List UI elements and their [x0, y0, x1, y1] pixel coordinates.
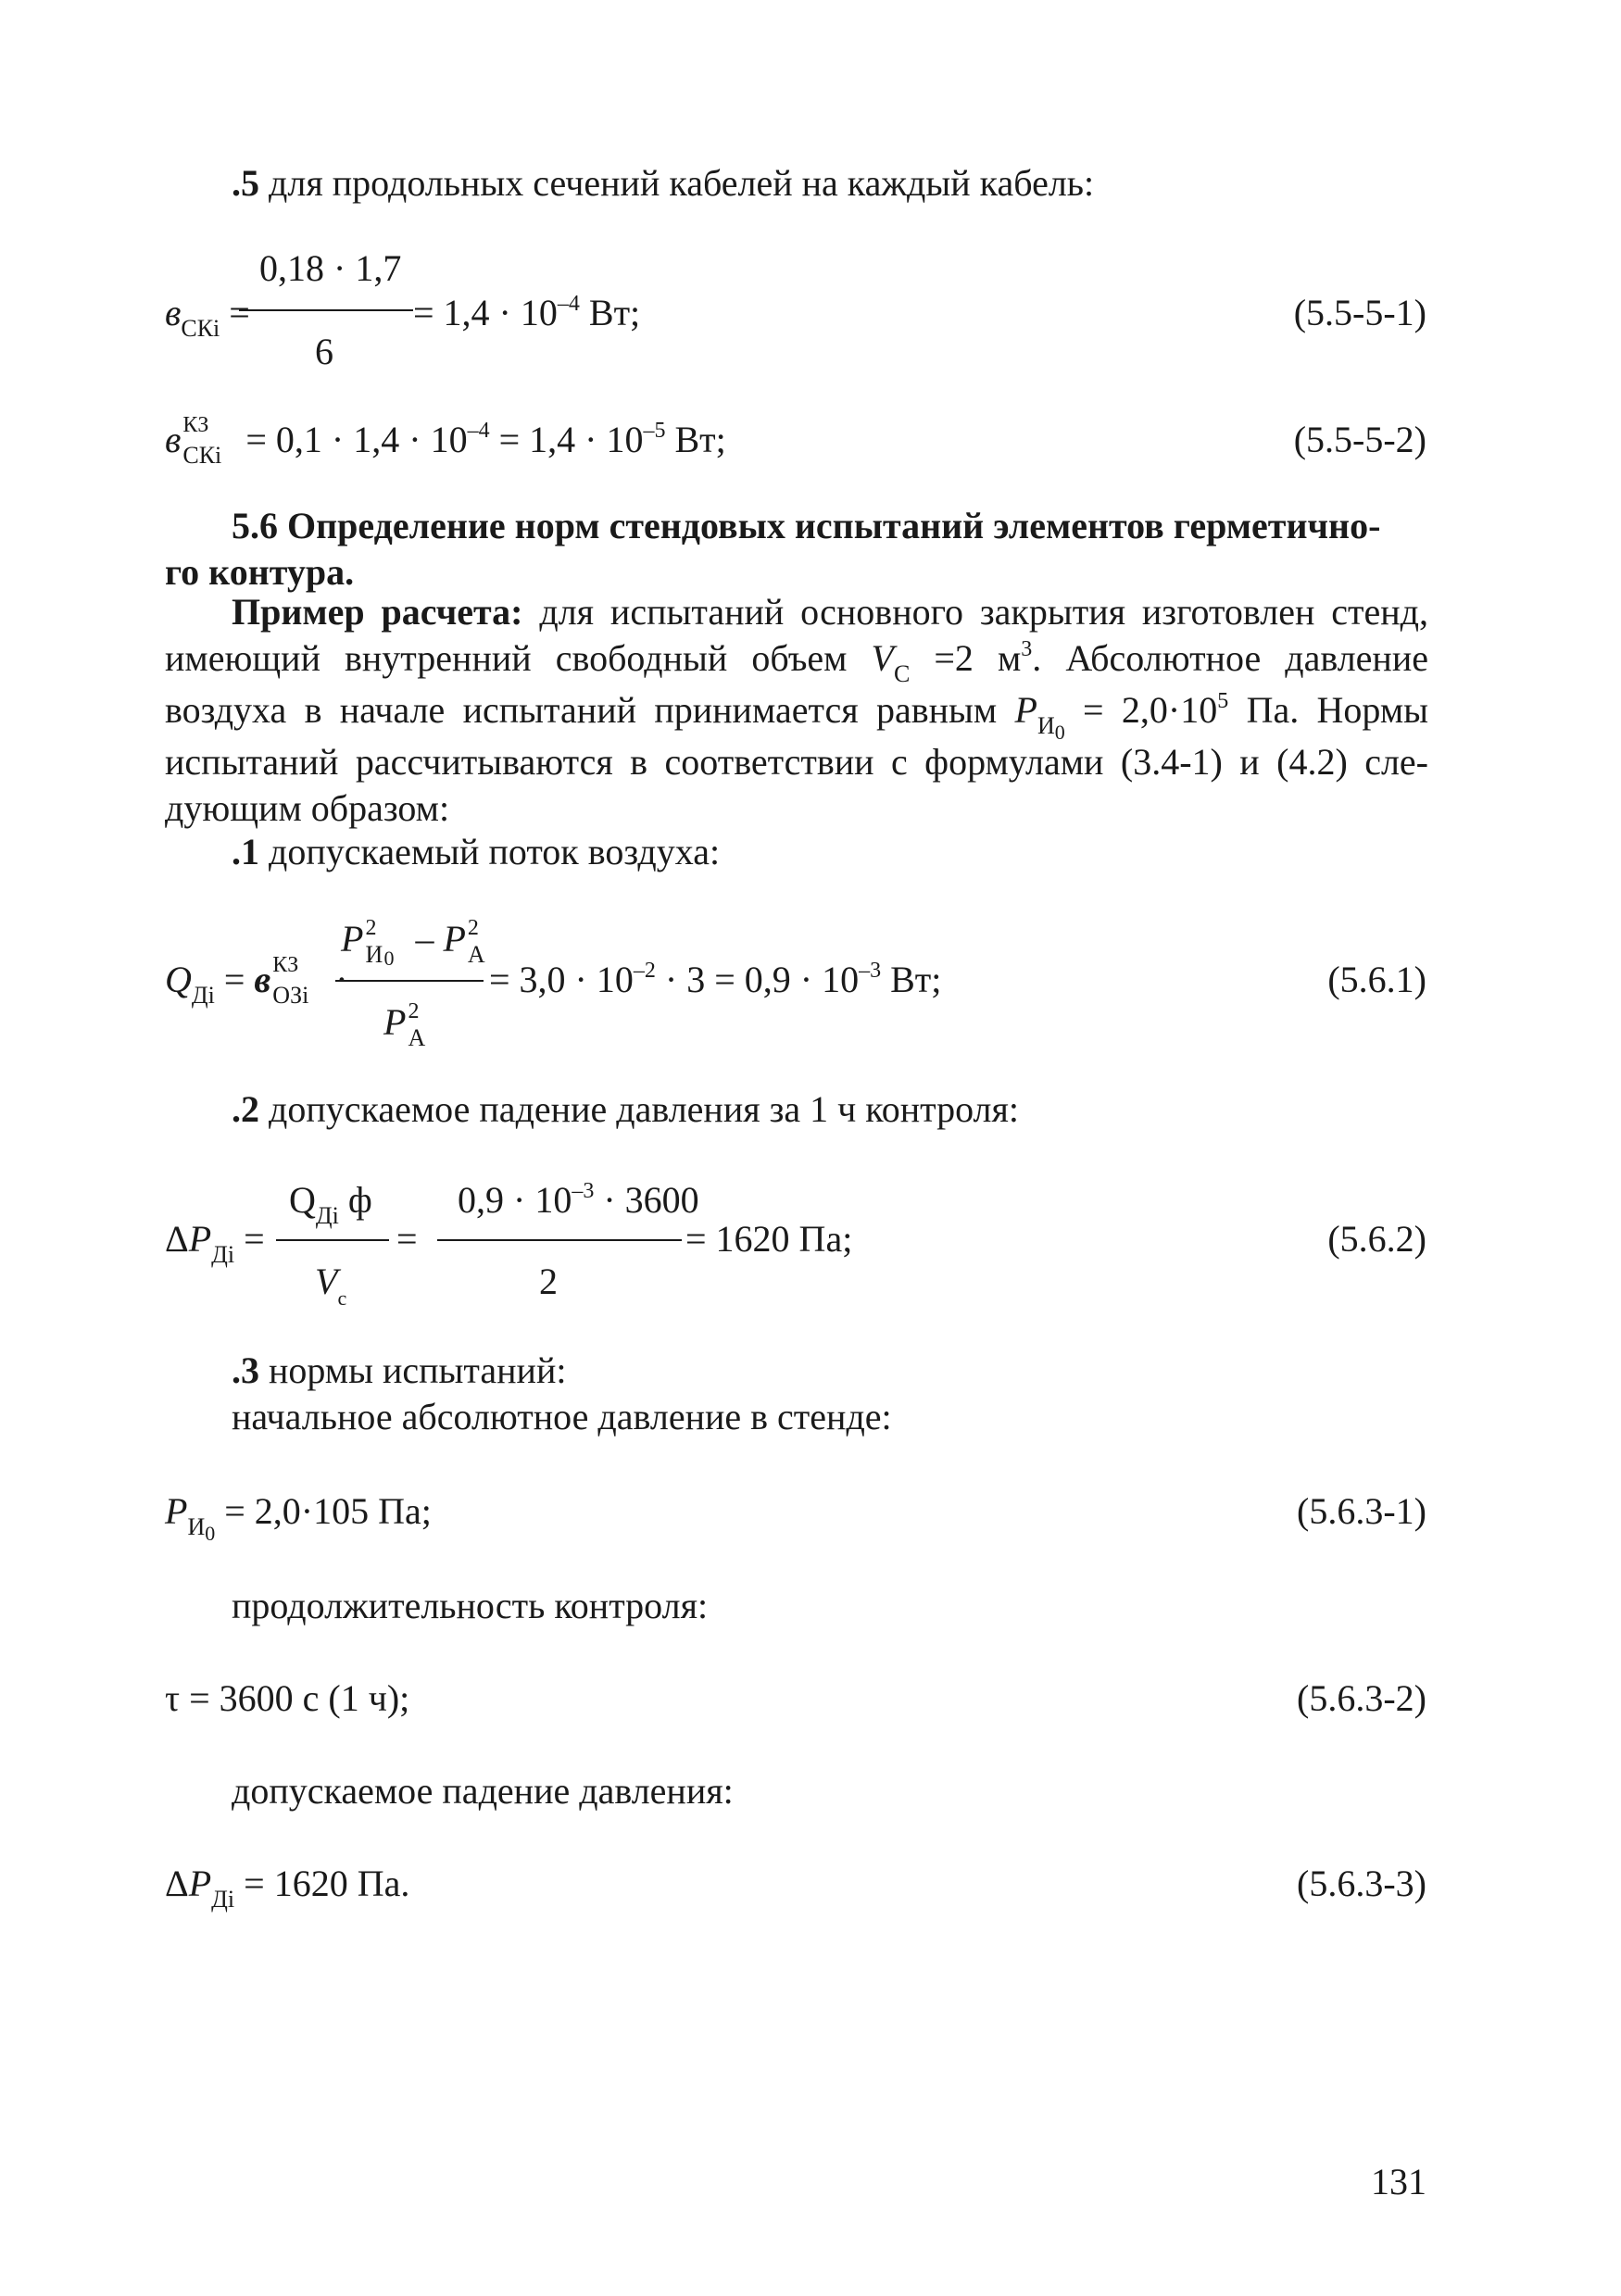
- heading-5-6-line1: 5.6 Определение норм стендовых испытаний элементов герметично-: [232, 505, 1381, 546]
- eq6-number: (5.6.3-2): [1297, 1677, 1426, 1719]
- section-5-text: для продольных сечений кабелей на каждый кабель:: [259, 162, 1095, 204]
- eq2-number: (5.5-5-2): [1293, 419, 1426, 460]
- eq1-number: (5.5-5-1): [1293, 292, 1426, 333]
- eq1-denominator: 6: [315, 331, 333, 372]
- eq1-fraction-line: [239, 309, 413, 311]
- pressure-drop-label: допускаемое падение давления:: [232, 1770, 734, 1812]
- example-paragraph: Пример расчета: для испытаний основного закрытия изготовлен стенд, имеющий внутренний свободный объем $V_С =2$ $м^3$. Абсолютное давление воздуха в начале испытаний принимается равным $P_{И0} = 2,0\cdot 10^5$ Па. Нормы испытаний рассчитываются в соответствии с формулами (3.4-1) и (4.2) следующим образом:: [165, 591, 1429, 829]
- eq3-lhs: $Q_{Дi} = в$ КЗ ОЗi ·: [165, 953, 348, 1009]
- eq5-expression: $P_{И0} = 2,0\cdot 105$ Па;: [165, 1490, 432, 1545]
- eq4-lhs: $\Delta P_{Дi}$ =: [165, 1218, 265, 1268]
- section-5-line: [232, 162, 1095, 204]
- section-1-number: .1: [232, 831, 259, 872]
- example-label: Пример расчета:: [232, 591, 523, 633]
- eq4-numerator-1: $Q_{Дi}$ ф: [289, 1179, 372, 1229]
- eq4-denominator-1: $V_с$: [315, 1261, 347, 1310]
- section-2-line: .2 допускаемое падение давления за 1 ч контроля:: [232, 1088, 1020, 1130]
- eq7-expression: $\Delta P_{Дi} = 1620$ Па.: [165, 1863, 410, 1913]
- section-3-line2: начальное абсолютное давление в стенде:: [232, 1396, 892, 1437]
- section-2-number: .2: [232, 1088, 259, 1130]
- eq4-fraction-line-2: [437, 1239, 682, 1241]
- eq7-number: (5.6.3-3): [1297, 1863, 1426, 1904]
- eq1-rhs: = $1,4 \cdot 10^{-4}$ Вт;: [413, 292, 641, 333]
- eq3-rhs: = $3,0 \cdot 10^{-2} \cdot 3 = 0,9 \cdot 10^{-3}$ Вт;: [489, 959, 942, 1000]
- page-number: 131: [1371, 2161, 1426, 2202]
- eq4-numerator-2: $0,9 \cdot 10^{-3} \cdot 3600$: [458, 1179, 699, 1221]
- heading-5-6-line2: го контура.: [165, 551, 355, 593]
- section-1-line: .1 допускаемый поток воздуха:: [232, 831, 721, 872]
- section-3-number: .3: [232, 1349, 259, 1391]
- eq3-number: (5.6.1): [1327, 959, 1426, 1000]
- eq3-denominator: P 2 А: [383, 999, 426, 1051]
- eq1-numerator: 0,18 · 1,7: [259, 247, 402, 289]
- eq2-expression: в КЗ СКi = $0,1 \cdot 1,4 \cdot 10^{-4} = 1,4 \cdot 10^{-5}$ Вт;: [165, 413, 726, 469]
- eq4-rhs: = 1620 Па;: [685, 1218, 853, 1260]
- eq4-number: (5.6.2): [1327, 1218, 1426, 1260]
- eq4-equals-2: =: [396, 1218, 418, 1260]
- duration-label: продолжительность контроля:: [232, 1585, 709, 1626]
- eq4-denominator-2: 2: [539, 1261, 558, 1302]
- eq5-number: (5.6.3-1): [1297, 1490, 1426, 1532]
- section-3-line: .3 нормы испытаний:: [232, 1349, 567, 1391]
- eq3-fraction-line: [335, 980, 484, 982]
- eq1-lhs: $в_{СКi}$ =: [165, 292, 250, 342]
- eq6-expression: τ = 3600 с (1 ч);: [165, 1677, 410, 1719]
- section-5-number: .5: [232, 162, 259, 204]
- eq3-numerator: P 2 И 0 – P 2 А: [341, 916, 485, 970]
- eq4-fraction-line-1: [276, 1239, 389, 1241]
